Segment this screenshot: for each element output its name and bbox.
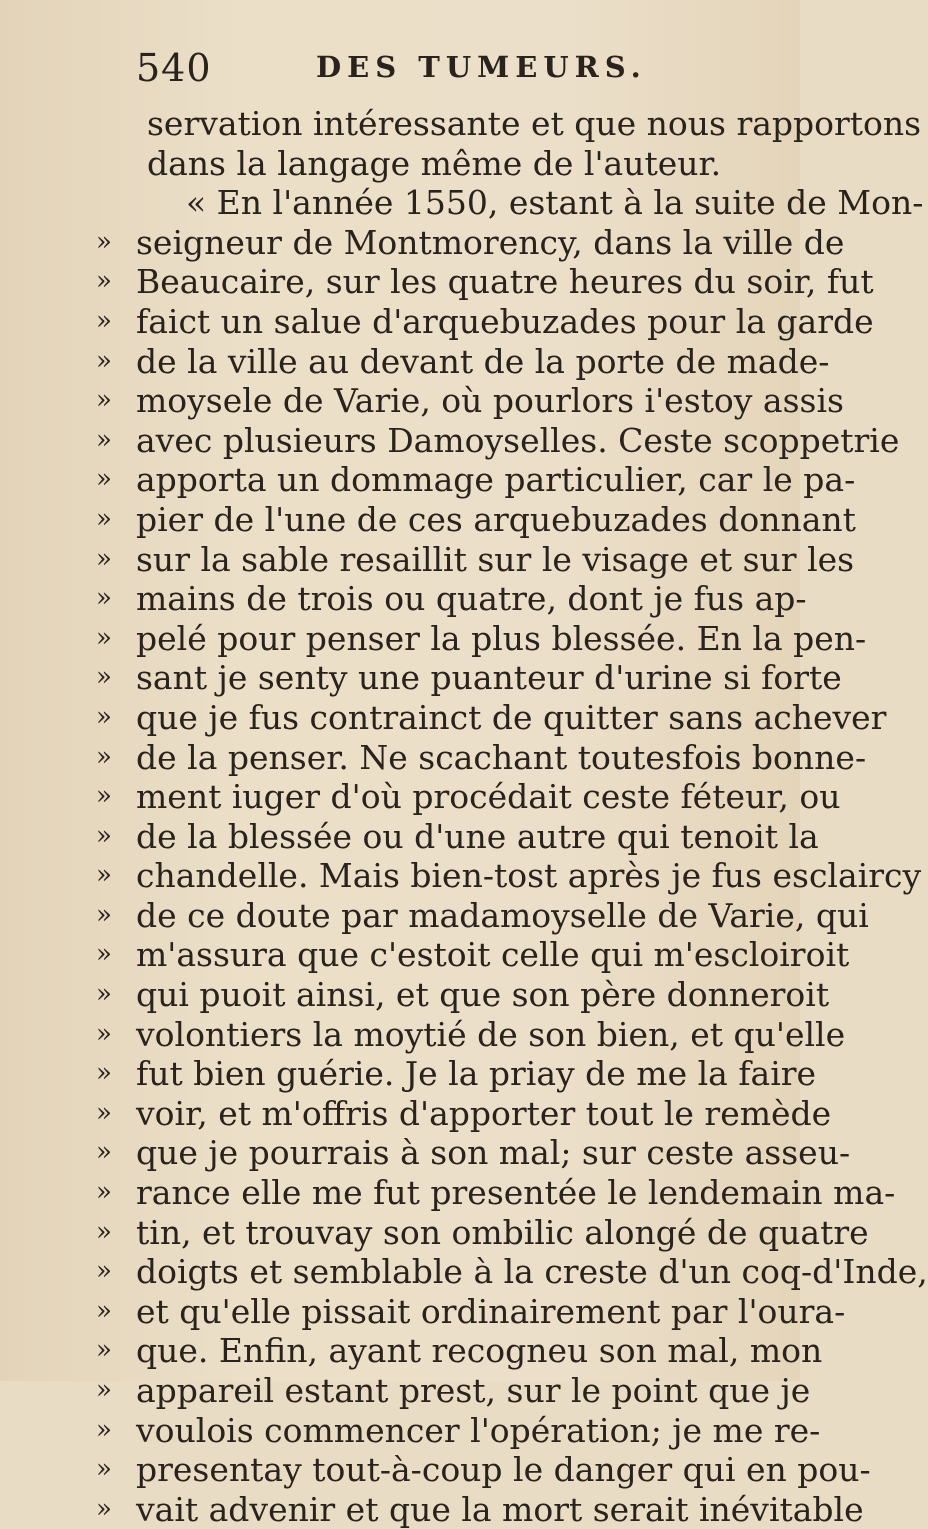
- quote-mark: »: [96, 939, 112, 970]
- text-line: [0, 1054, 817, 1094]
- line-text: et qu'elle pissait ordinairement par l'oura-: [136, 1291, 846, 1331]
- line-text: servation intéressante et que nous rapportons: [147, 104, 922, 143]
- quote-mark: »: [96, 1295, 112, 1326]
- text-line: [0, 1212, 869, 1253]
- line-text: moysele de Varie, où pourlors i'estoy assis: [136, 381, 844, 421]
- line-text: fut bien guérie. Je la priay de me la faire: [136, 1054, 817, 1094]
- text-line: [0, 658, 842, 698]
- text-line: [0, 1173, 896, 1213]
- text-line: [0, 301, 874, 342]
- text-line: [0, 618, 867, 659]
- text-line: [0, 262, 874, 302]
- quote-mark: »: [96, 1414, 112, 1445]
- text-line: [0, 104, 922, 144]
- text-line: [0, 1093, 832, 1134]
- text-line: [0, 1252, 928, 1292]
- line-text: « En l'année 1550, estant à la suite de Mon-: [186, 183, 924, 223]
- quote-mark: »: [96, 1018, 112, 1049]
- text-line: [0, 1489, 864, 1529]
- quote-mark: »: [96, 860, 112, 891]
- quote-mark: »: [96, 464, 112, 495]
- quote-mark: »: [96, 662, 112, 693]
- line-text: chandelle. Mais bien-tost après je fus esclaircy: [136, 856, 922, 896]
- text-line: [0, 1410, 821, 1451]
- text-line: [0, 499, 856, 540]
- line-text: rance elle me fut presentée le lendemain ma-: [136, 1173, 896, 1213]
- line-text: faict un salue d'arquebuzades pour la garde: [136, 301, 874, 341]
- quote-mark: »: [96, 1097, 112, 1128]
- text-line: [0, 856, 922, 896]
- quote-mark: »: [96, 899, 112, 930]
- line-text: qui puoit ainsi, et que son père donneroit: [136, 975, 830, 1015]
- text-line: [0, 579, 807, 619]
- text-line: [0, 144, 800, 184]
- text-line: [0, 697, 887, 738]
- line-text: de la penser. Ne scachant toutesfois bonne-: [136, 737, 867, 777]
- line-text: sant je senty une puanteur d'urine si forte: [136, 658, 842, 698]
- line-text: presentay tout-à-coup le danger qui en pou-: [136, 1450, 871, 1490]
- quote-mark: »: [96, 385, 112, 416]
- line-text: sur la sable resaillit sur le visage et sur les: [136, 539, 855, 579]
- quote-mark: »: [96, 701, 112, 732]
- quote-mark: »: [96, 1058, 112, 1089]
- line-text: vait advenir et que la mort serait inévitable: [136, 1489, 864, 1529]
- quote-mark: »: [96, 1335, 112, 1366]
- line-text: mains de trois ou quatre, dont je fus ap-: [136, 579, 807, 619]
- line-text: pelé pour penser la plus blessée. En la pen-: [136, 618, 867, 658]
- line-text: avec plusieurs Damoyselles. Ceste scoppetrie: [136, 420, 900, 460]
- quote-mark: »: [96, 503, 112, 534]
- text-line: [0, 1291, 846, 1332]
- quote-mark: »: [96, 1493, 112, 1524]
- quote-mark: »: [96, 345, 112, 376]
- quote-mark: »: [96, 424, 112, 455]
- line-text: tin, et trouvay son ombilic alongé de quatre: [136, 1212, 869, 1252]
- line-text: voir, et m'offris d'apporter tout le remède: [136, 1093, 832, 1133]
- quote-mark: »: [96, 979, 112, 1010]
- line-text: volontiers la moytié de son bien, et qu'elle: [136, 1014, 846, 1054]
- line-text: de ce doute par madamoyselle de Varie, qui: [136, 895, 869, 935]
- line-text: voulois commencer l'opération; je me re-: [136, 1410, 821, 1450]
- line-text: de la blessée ou d'une autre qui tenoit la: [136, 816, 819, 856]
- line-text: de la ville au devant de la porte de made-: [136, 341, 830, 381]
- quote-mark: »: [96, 583, 112, 614]
- quote-mark: »: [96, 622, 112, 653]
- line-text: Beaucaire, sur les quatre heures du soir, fut: [136, 262, 874, 302]
- text-line: [0, 539, 855, 580]
- line-text: m'assura que c'estoit celle qui m'escloiroit: [136, 935, 850, 975]
- line-text: seigneur de Montmorency, dans la ville de: [136, 222, 845, 262]
- text-line: [0, 975, 830, 1015]
- line-text: dans la langage même de l'auteur.: [147, 143, 722, 183]
- page-number: 540: [136, 46, 212, 90]
- text-line: [0, 420, 900, 461]
- line-text: que je fus contrainct de quitter sans achever: [136, 697, 887, 737]
- running-head: DES TUMEURS.: [316, 50, 647, 84]
- page-header: [98, 40, 718, 100]
- quote-mark: »: [96, 543, 112, 574]
- line-text: appareil estant prest, sur le point que je: [136, 1371, 811, 1410]
- text-line: [0, 1014, 846, 1055]
- quote-mark: »: [96, 741, 112, 772]
- quote-mark: »: [96, 781, 112, 812]
- text-line: [0, 777, 841, 817]
- text-line: [0, 460, 856, 500]
- text-line: [0, 183, 924, 223]
- text-line: [0, 1450, 871, 1490]
- line-text: ment iuger d'où procédait ceste féteur, ou: [136, 777, 841, 817]
- text-line: [0, 222, 845, 263]
- quote-mark: »: [96, 1177, 112, 1208]
- line-text: que. Enfin, ayant recogneu son mal, mon: [136, 1331, 823, 1371]
- text-line: [0, 1331, 823, 1371]
- line-text: apporta un dommage particulier, car le pa-: [136, 460, 856, 500]
- line-text: que je pourrais à son mal; sur ceste asseu-: [136, 1133, 851, 1173]
- quote-mark: »: [96, 1256, 112, 1287]
- quote-mark: »: [96, 266, 112, 297]
- quote-mark: »: [96, 1137, 112, 1168]
- quote-mark: »: [96, 1216, 112, 1247]
- text-line: [0, 1371, 811, 1411]
- text-line: [0, 341, 830, 382]
- quote-mark: »: [96, 1375, 112, 1405]
- text-line: [0, 935, 850, 975]
- quote-mark: »: [96, 226, 112, 257]
- quote-mark: »: [96, 1454, 112, 1485]
- line-text: pier de l'une de ces arquebuzades donnant: [136, 499, 856, 539]
- text-line: [0, 895, 869, 936]
- text-line: [0, 381, 844, 421]
- line-text: doigts et semblable à la creste d'un coq-d'Inde,: [136, 1252, 928, 1292]
- text-line: [0, 737, 867, 778]
- quote-mark: »: [96, 820, 112, 851]
- quote-mark: »: [96, 305, 112, 336]
- text-line: [0, 1133, 851, 1173]
- text-body: [0, 104, 928, 1529]
- text-line: [0, 816, 819, 857]
